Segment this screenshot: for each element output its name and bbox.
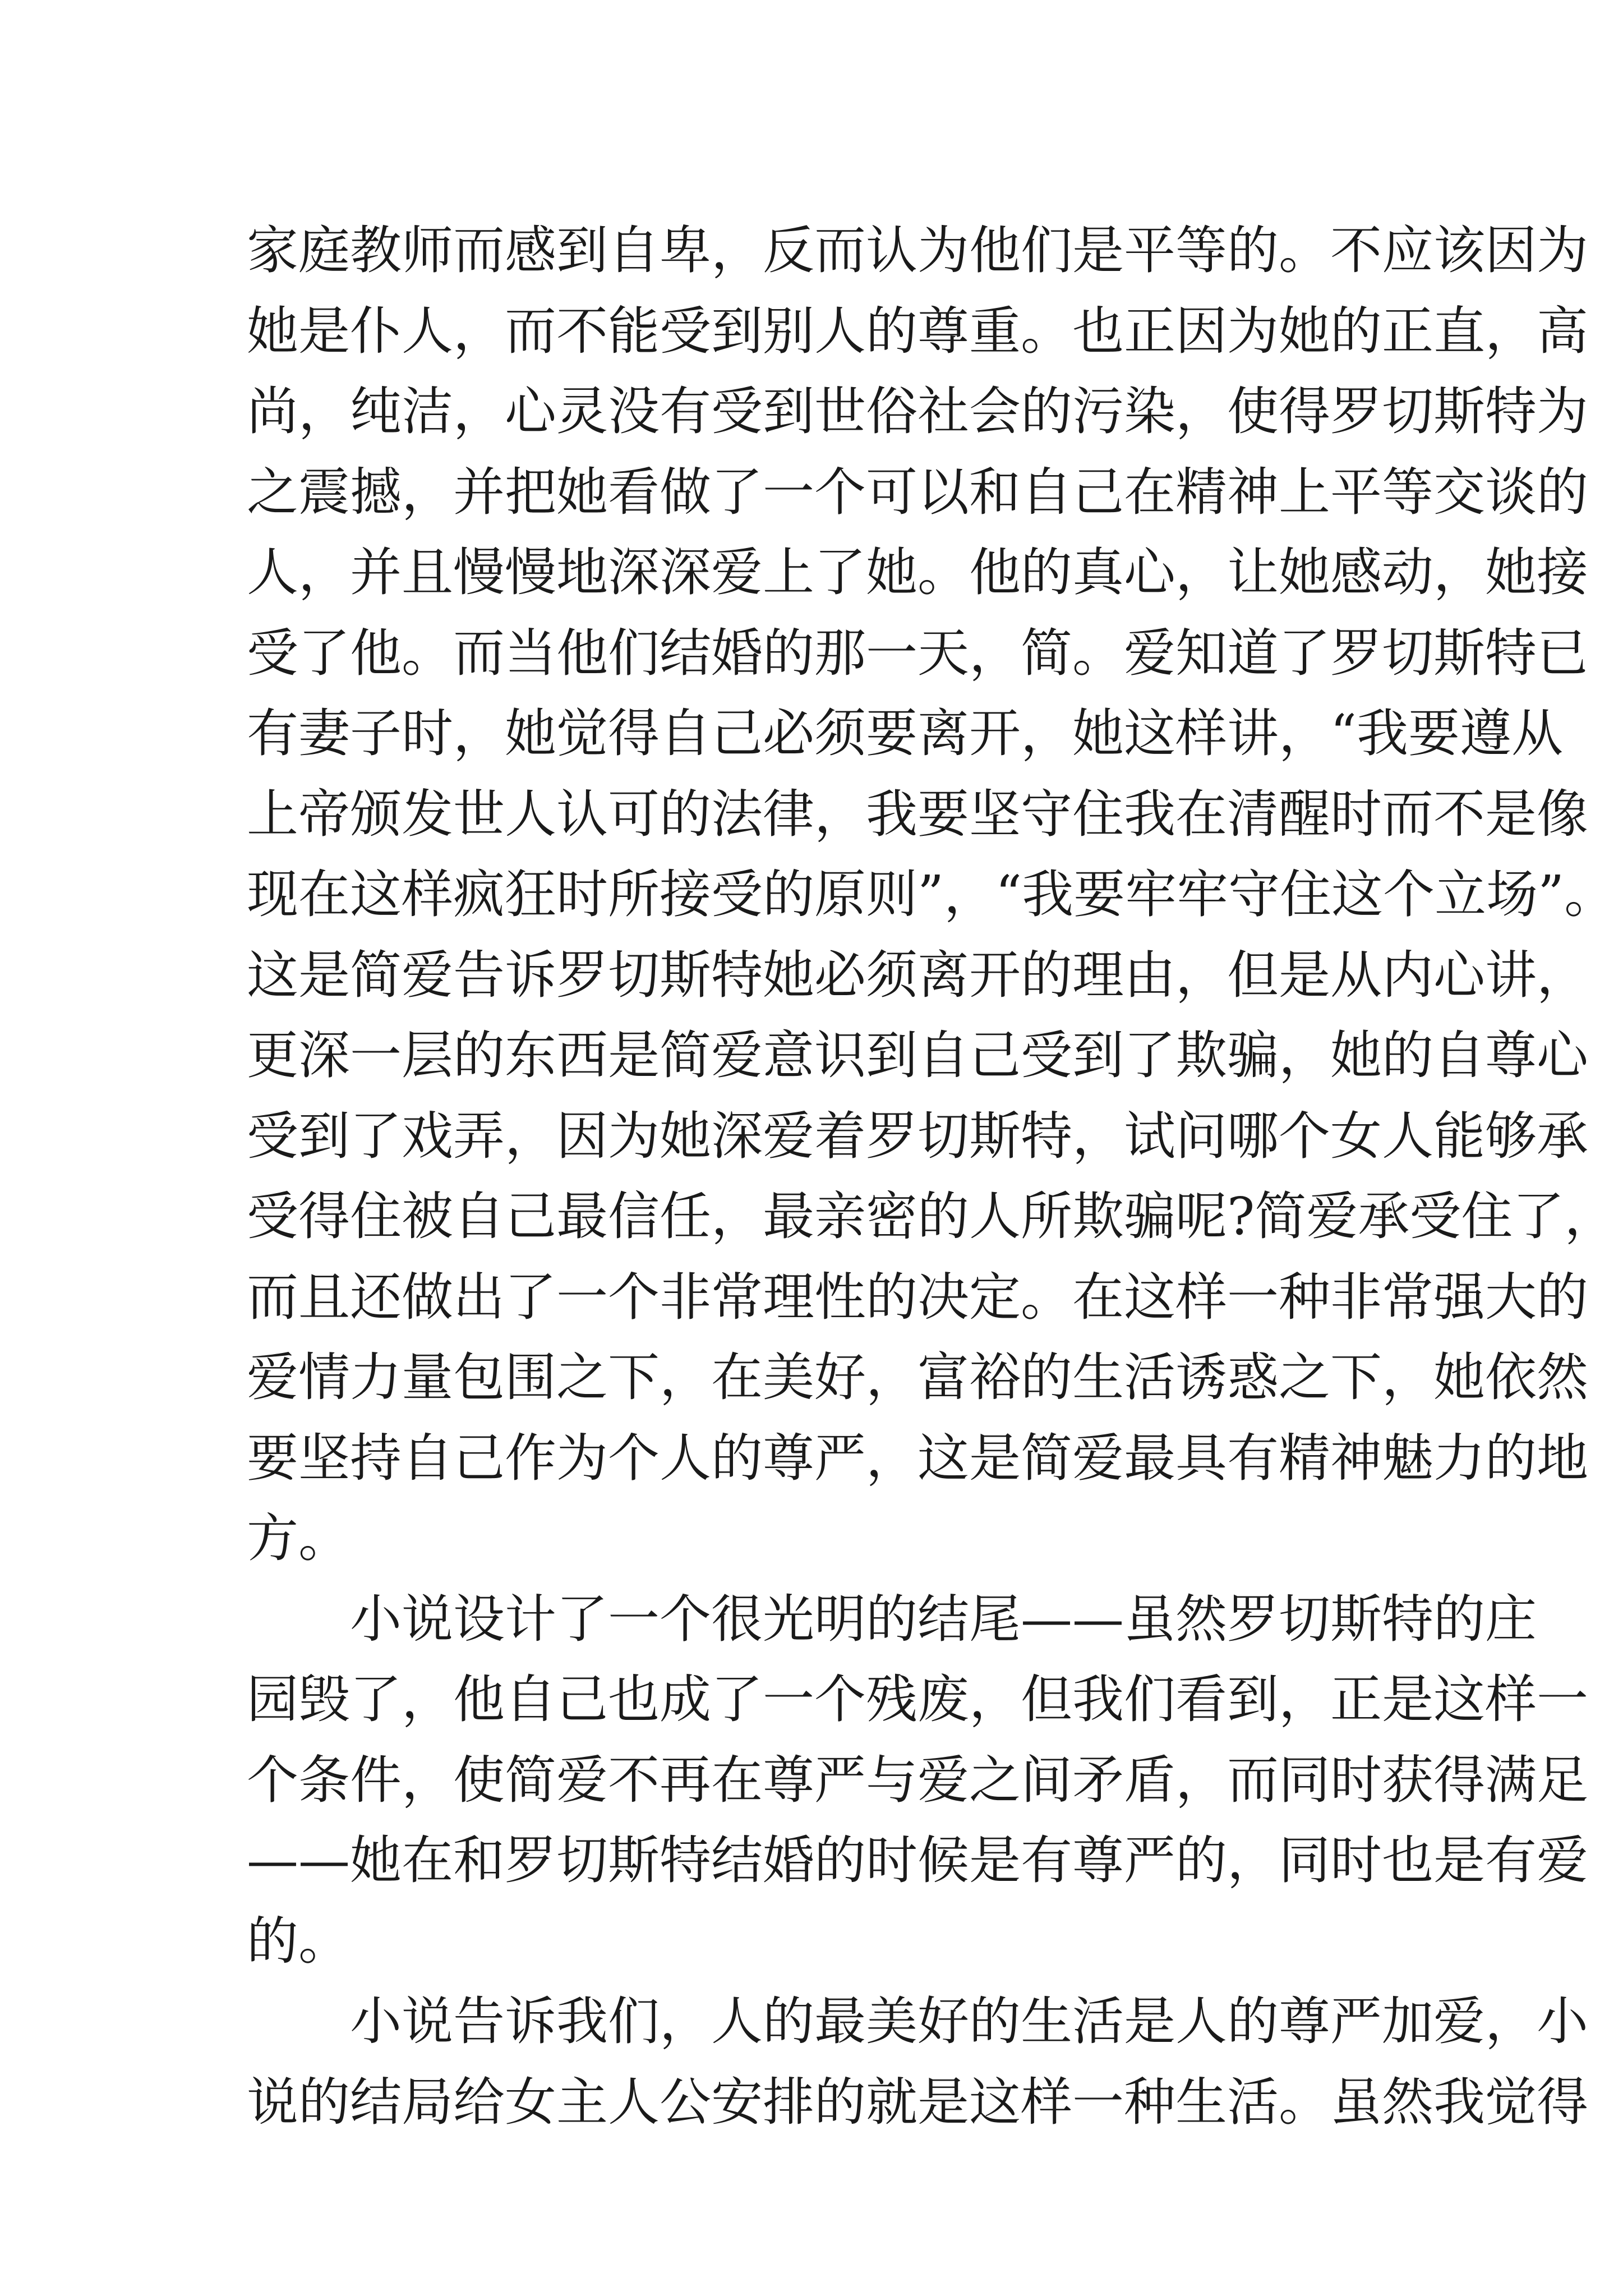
text-line: 小说告诉我们，人的最美好的生活是人的尊严加爱，小 [350,1991,1589,2051]
text-line: 的。 [247,1911,351,1971]
text-line: ——她在和罗切斯特结婚的时候是有尊严的，同时也是有爱 [247,1830,1589,1890]
text-line: 说的结局给女主人公安排的就是这样一种生活。虽然我觉得 [247,2072,1589,2132]
text-line: 家庭教师而感到自卑，反而认为他们是平等的。不应该因为 [247,220,1589,280]
body-text [247,210,1616,2142]
text-line: 现在这样疯狂时所接受的原则”，“我要牢牢守住这个立场”。 [247,864,1616,924]
text-line: 受到了戏弄，因为她深爱着罗切斯特，试问哪个女人能够承 [247,1106,1589,1166]
text-line: 小说设计了一个很光明的结尾——虽然罗切斯特的庄 [350,1589,1537,1649]
text-line: 要坚持自己作为个人的尊严，这是简爱最具有精神魅力的地 [247,1428,1589,1488]
text-line: 她是仆人，而不能受到别人的尊重。也正因为她的正直，高 [247,301,1589,361]
text-line: 受得住被自己最信任，最亲密的人所欺骗呢?简爱承受住了， [247,1186,1616,1246]
text-line: 这是简爱告诉罗切斯特她必须离开的理由，但是从内心讲， [247,945,1589,1005]
text-line: 上帝颁发世人认可的法律，我要坚守住我在清醒时而不是像 [247,784,1589,844]
text-line: 而且还做出了一个非常理性的决定。在这样一种非常强大的 [247,1267,1589,1327]
text-line: 更深一层的东西是简爱意识到自己受到了欺骗，她的自尊心 [247,1025,1589,1085]
text-line: 爱情力量包围之下，在美好，富裕的生活诱惑之下，她依然 [247,1347,1589,1407]
text-line: 有妻子时，她觉得自己必须要离开，她这样讲，“我要遵从 [247,703,1564,763]
text-line: 受了他。而当他们结婚的那一天，简。爱知道了罗切斯特已 [247,623,1589,683]
text-line: 人，并且慢慢地深深爱上了她。他的真心，让她感动，她接 [247,542,1589,602]
text-line: 园毁了，他自己也成了一个残废，但我们看到，正是这样一 [247,1669,1589,1729]
text-line: 之震撼，并把她看做了一个可以和自己在精神上平等交谈的 [247,462,1589,522]
text-line: 尚，纯洁，心灵没有受到世俗社会的污染，使得罗切斯特为 [247,381,1589,441]
text-line: 方。 [247,1508,351,1568]
text-line: 个条件，使简爱不再在尊严与爱之间矛盾，而同时获得满足 [247,1750,1589,1810]
